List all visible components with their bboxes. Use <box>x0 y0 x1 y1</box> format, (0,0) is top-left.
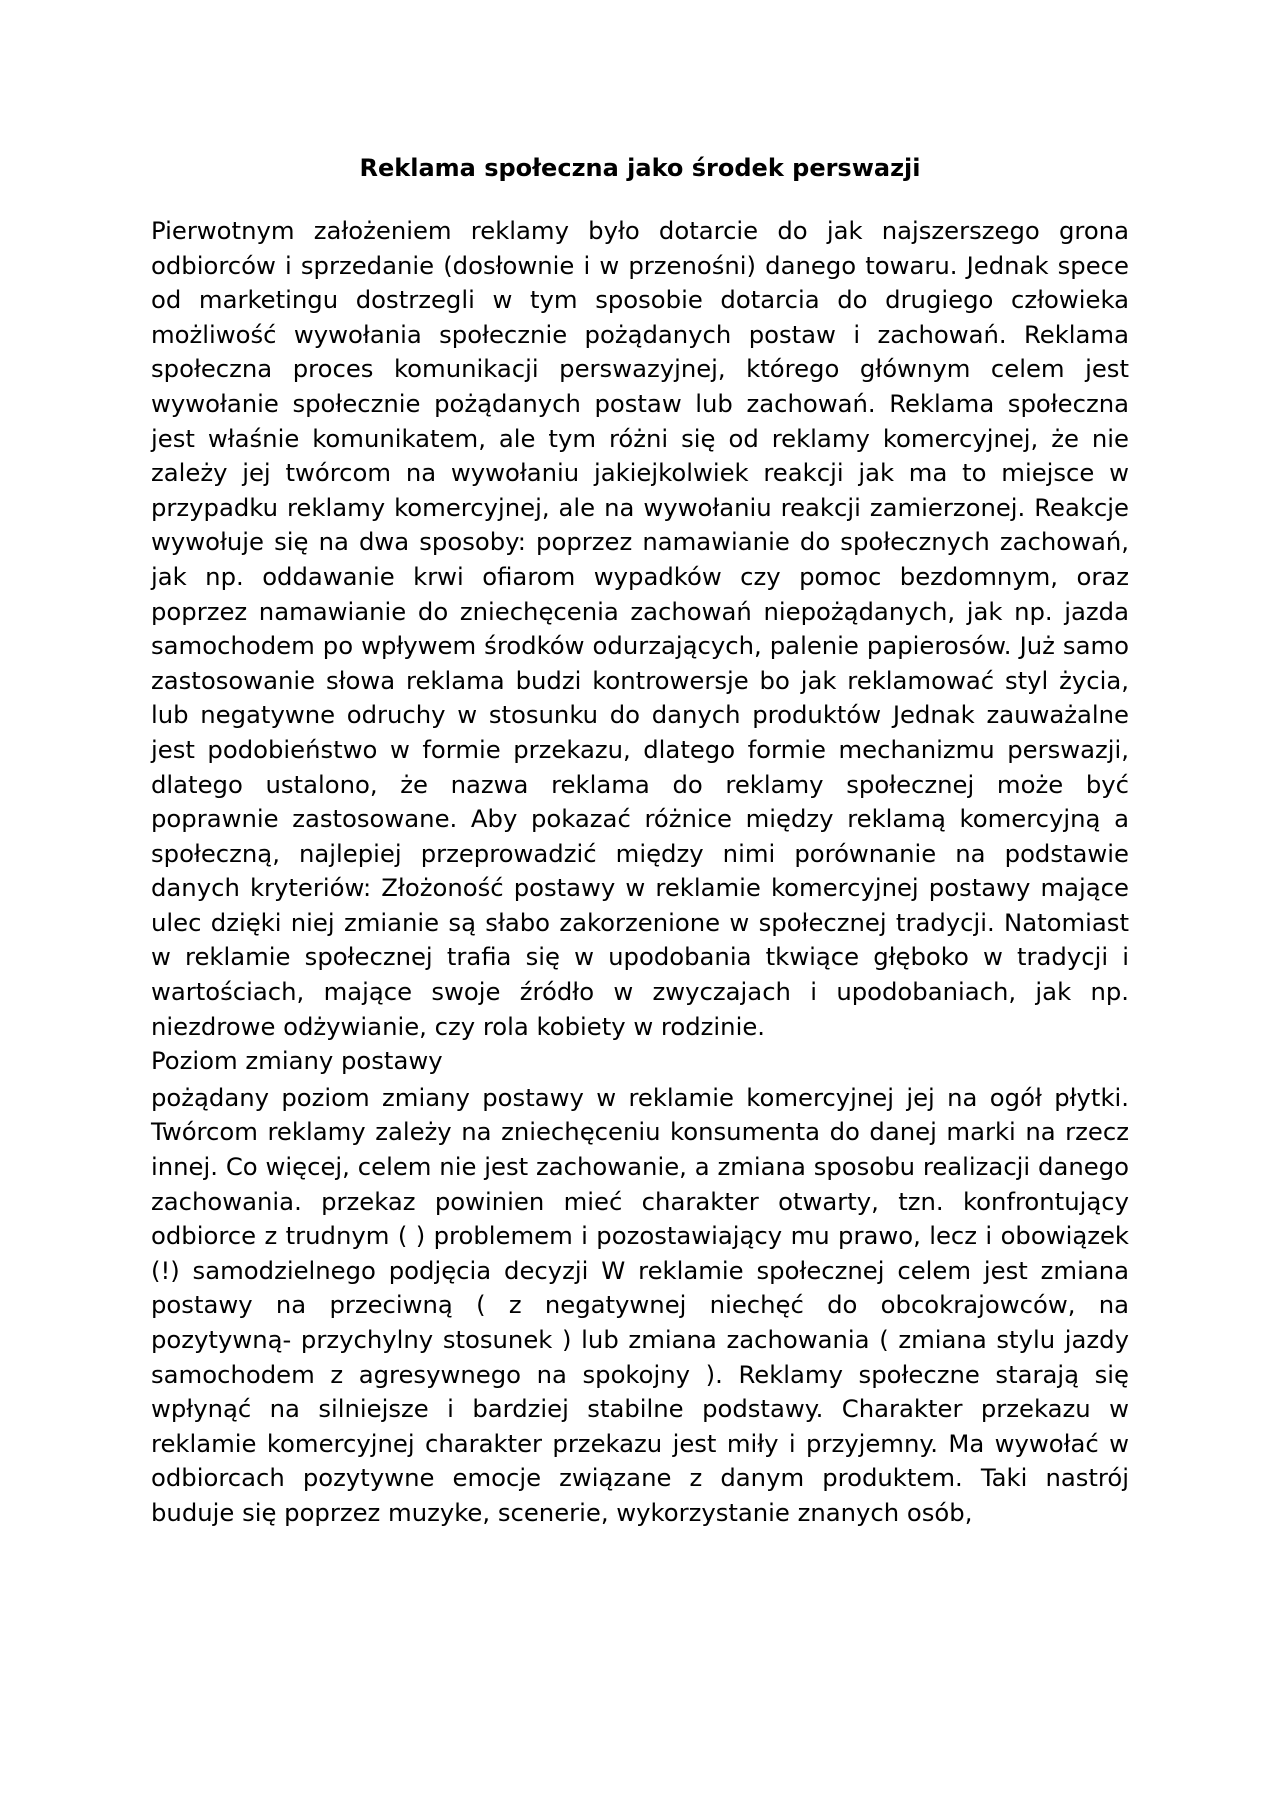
document-title: Reklama społeczna jako środek perswazji <box>359 154 921 182</box>
paragraph-introduction: Pierwotnym założeniem reklamy było dotarcie do jak najszerszego grona odbiorców i sprzedanie (dosłownie i w przenośni) danego towaru. Jednak spece od marketingu dostrzegli w tym sposobie dotarcia do drugiego człowieka możliwość wywołania społecznie pożądanych postaw i zachowań. Reklama społeczna proces komunikacji perswazyjnej, którego głównym celem jest wywołanie społecznie pożądanych postaw lub zachowań. Reklama społeczna jest właśnie komunikatem, ale tym różni się od reklamy komercyjnej, że nie zależy jej twórcom na wywołaniu jakiejkolwiek reakcji jak ma to miejsce w przypadku reklamy komercyjnej, ale na wywołaniu reakcji zamierzonej. Reakcje wywołuje się na dwa sposoby: poprzez namawianie do społecznych zachowań, jak np. oddawanie krwi ofiarom wypadków czy pomoc bezdomnym, oraz poprzez namawianie do zniechęcenia zachowań niepożądanych, jak np. jazda samochodem po wpływem środków odurzających, palenie papierosów. Już samo zastosowanie słowa reklama budzi kontrowersje bo jak reklamować styl życia, lub negatywne odruchy w stosunku do danych produktów Jednak zauważalne jest podobieństwo w formie przekazu, dlatego formie mechanizmu perswazji, dlatego ustalono, że nazwa reklama do reklamy społecznej może być poprawnie zastosowane. Aby pokazać różnice między reklamą komercyjną a społeczną, najlepiej przeprowadzić między nimi porównanie na podstawie danych kryteriów: Złożoność postawy w reklamie komercyjnej postawy mające ulec dzięki niej zmianie są słabo zakorzenione w społecznej tradycji. Natomiast w reklamie społecznej trafia się w upodobania tkwiące głęboko w tradycji i wartościach, mające swoje źródło w zwyczajach i upodobaniach, jak np. niezdrowe odżywianie, czy rola kobiety w rodzinie. <box>151 216 1129 1041</box>
paragraph-attitude-change: pożądany poziom zmiany postawy w reklamie komercyjnej jej na ogół płytki. Twórcom reklamy zależy na zniechęceniu konsumenta do danej marki na rzecz innej. Co więcej, celem nie jest zachowanie, a zmiana sposobu realizacji danego zachowania. przekaz powinien mieć charakter otwarty, tzn. konfrontujący odbiorce z trudnym ( ) problemem i pozostawiający mu prawo, lecz i obowiązek (!) samodzielnego podjęcia decyzji W reklamie społecznej celem jest zmiana postawy na przeciwną ( z negatywnej niechęć do obcokrajowców, na pozytywną- przychylny stosunek ) lub zmiana zachowania ( zmiana stylu jazdy samochodem z agresywnego na spokojny ). Reklamy społeczne starają się wpłynąć na silniejsze i bardziej stabilne podstawy. Charakter przekazu w reklamie komercyjnej charakter przekazu jest miły i przyjemny. Ma wywołać w odbiorcach pozytywne emocje związane z danym produktem. Taki nastrój buduje się poprzez muzyke, scenerie, wykorzystanie znanych osób, <box>151 1082 1129 1527</box>
section-heading-attitude-change: Poziom zmiany postawy <box>151 1046 443 1076</box>
document-body <box>151 150 1129 1531</box>
